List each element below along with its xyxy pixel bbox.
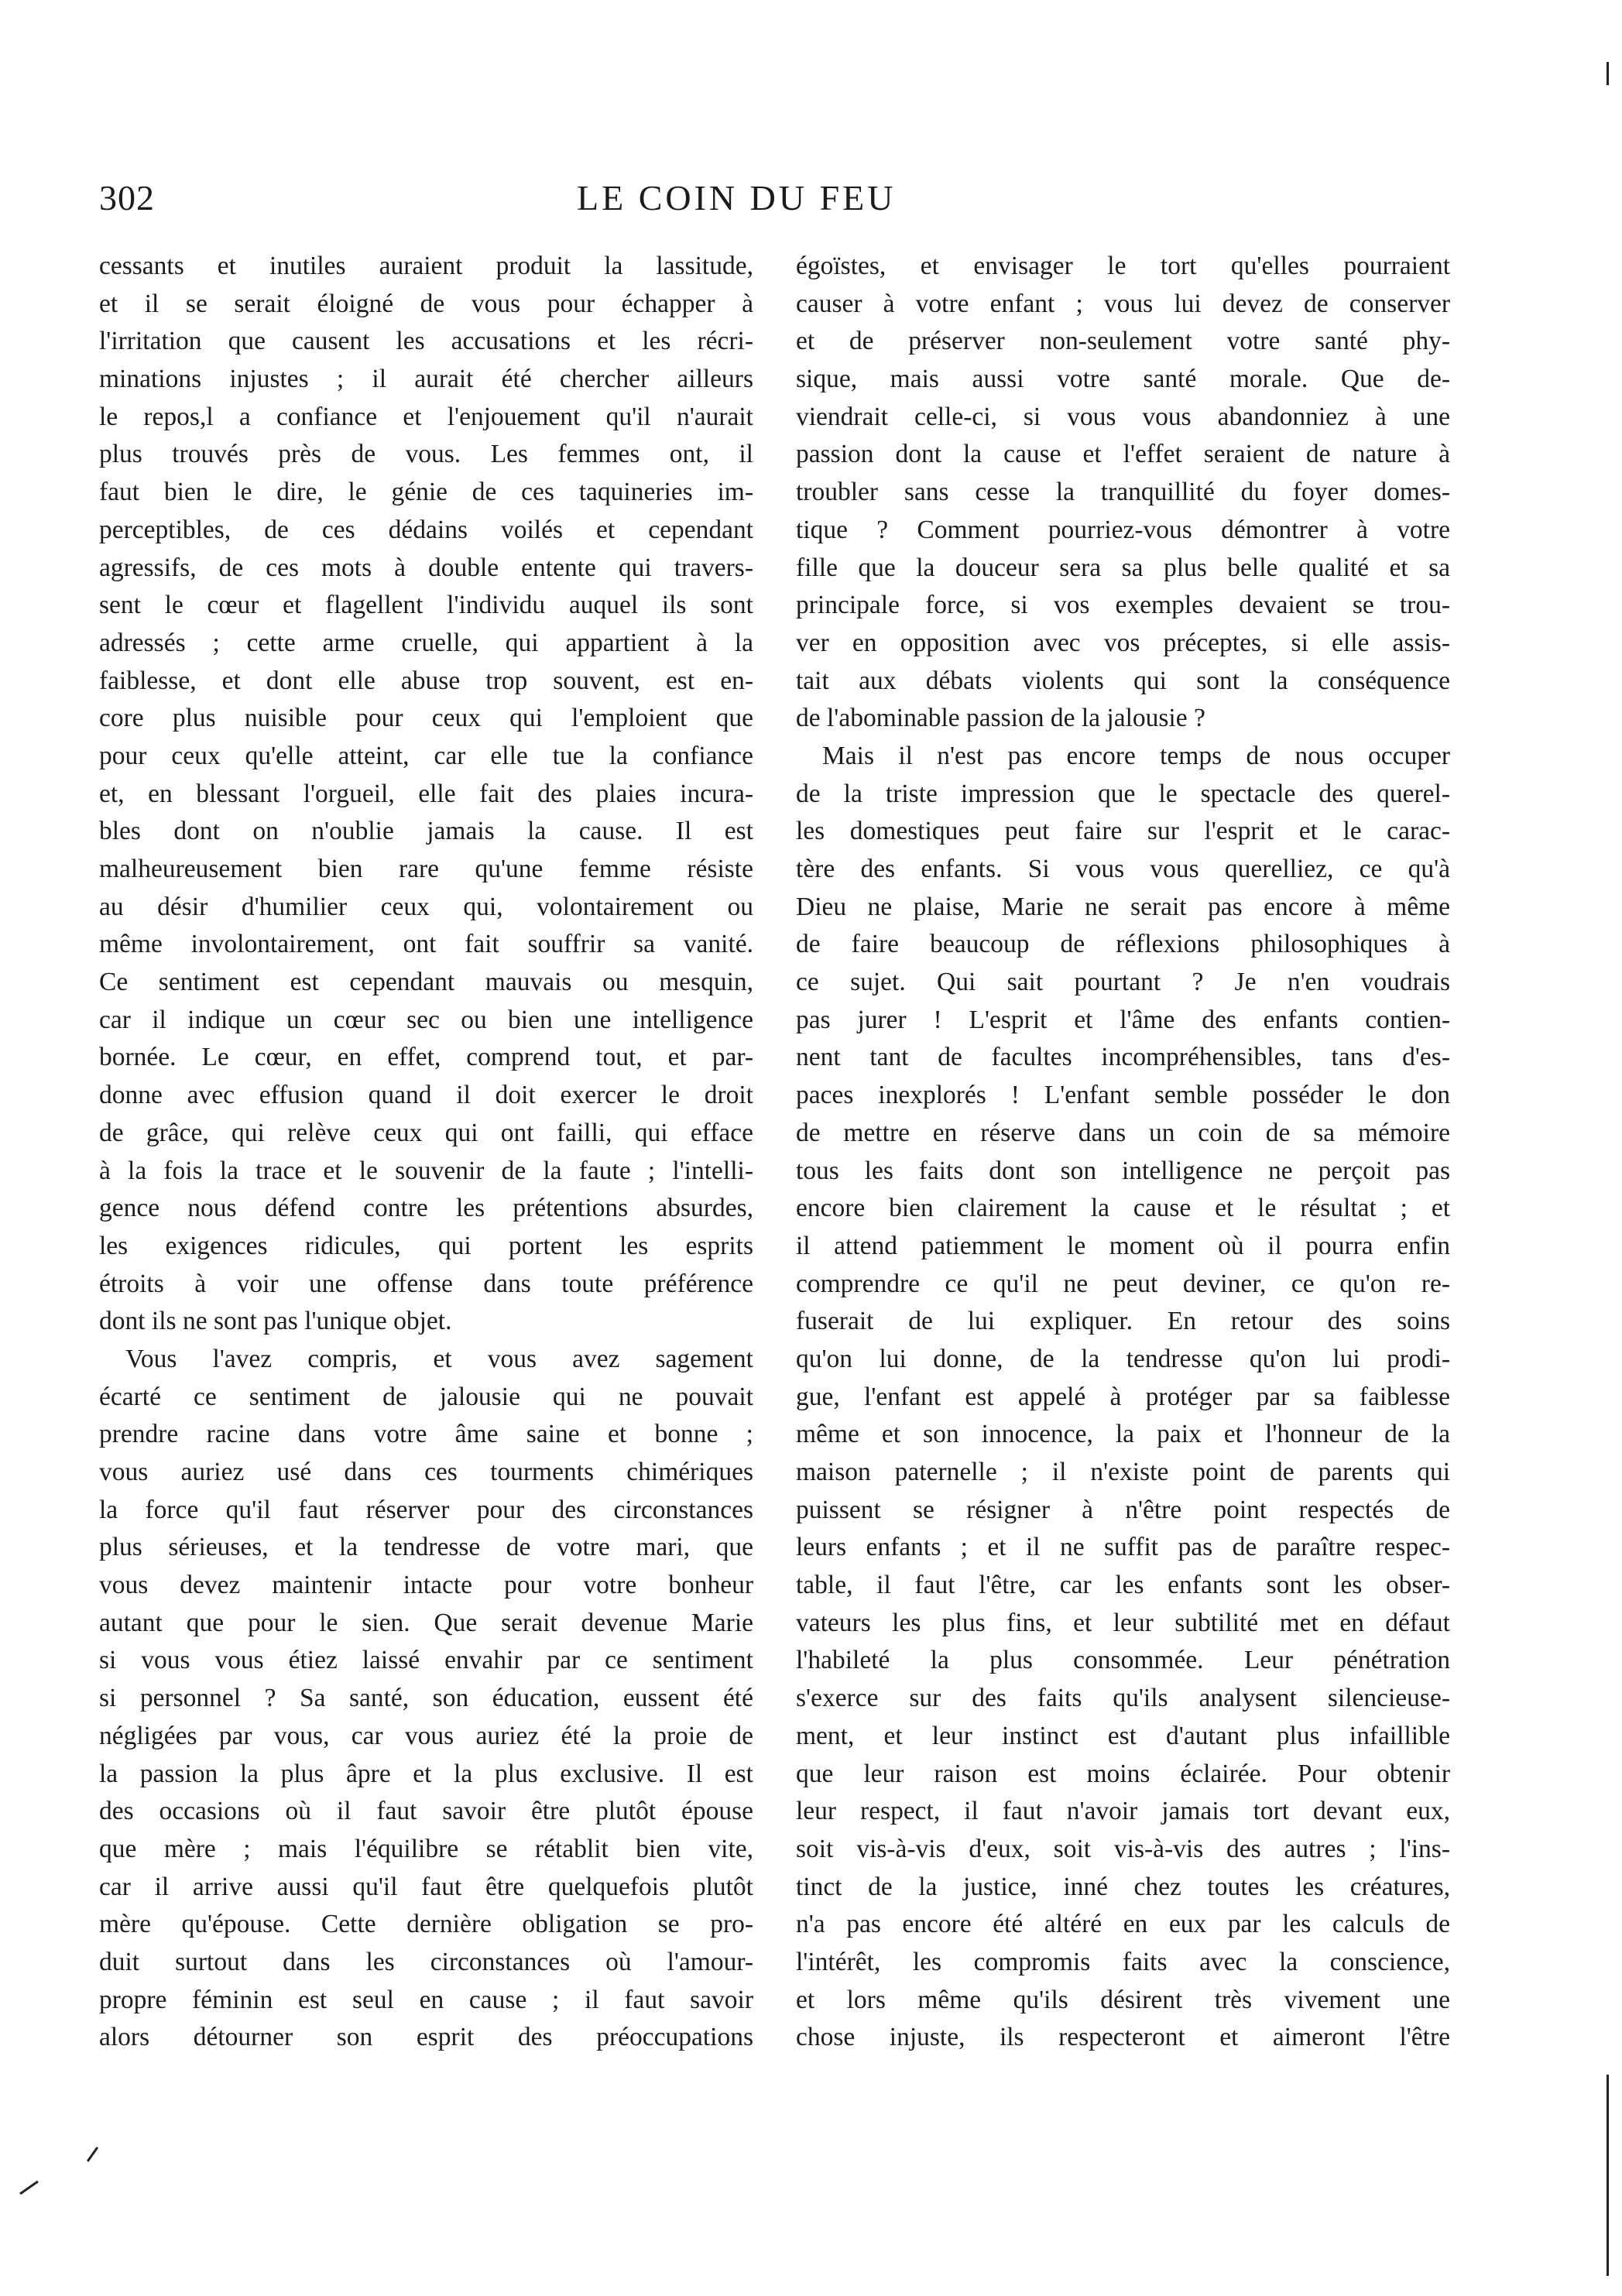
- text-line: tait aux débats violents qui sont la conséquence: [796, 666, 1450, 695]
- text-line: si vous vous étiez laissé envahir par ce sentiment: [99, 1646, 753, 1675]
- text-line: étroits à voir une offense dans toute préférence: [99, 1269, 753, 1298]
- text-line: pas jurer ! L'esprit et l'âme des enfants contien-: [796, 1005, 1450, 1034]
- text-line: adressés ; cette arme cruelle, qui appartient à la: [99, 628, 753, 657]
- text-line: la force qu'il faut réserver pour des circonstances: [99, 1495, 753, 1524]
- text-line: propre féminin est seul en cause ; il faut savoir: [99, 1985, 753, 2014]
- text-line: à la fois la trace et le souvenir de la faute ; l'intelli-: [99, 1156, 753, 1185]
- text-line: encore bien clairement la cause et le résultat ; et: [796, 1194, 1450, 1223]
- text-line: nent tant de facultes incompréhensibles, tans d'es-: [796, 1043, 1450, 1072]
- margin-speck: [87, 2147, 98, 2162]
- text-line: Vous l'avez compris, et vous avez sagement: [125, 1344, 753, 1373]
- text-column-left: [99, 248, 753, 2057]
- text-line: Mais il n'est pas encore temps de nous occuper: [822, 741, 1450, 770]
- text-line: alors détourner son esprit des préoccupations: [99, 2023, 753, 2052]
- text-line: vateurs les plus fins, et leur subtilité met en défaut: [796, 1608, 1450, 1637]
- text-line: les exigences ridicules, qui portent les esprits: [99, 1231, 753, 1260]
- text-line: qu'on lui donne, de la tendresse qu'on lui prodi-: [796, 1344, 1450, 1373]
- text-line: que leur raison est moins éclairée. Pour obtenir: [796, 1759, 1450, 1788]
- text-line: Dieu ne plaise, Marie ne serait pas encore à même: [796, 892, 1450, 921]
- text-line: fuserait de lui expliquer. En retour des soins: [796, 1307, 1450, 1336]
- text-line: pour ceux qu'elle atteint, car elle tue la confiance: [99, 741, 753, 770]
- text-line: de grâce, qui relève ceux qui ont failli, qui efface: [99, 1118, 753, 1147]
- text-line: duit surtout dans les circonstances où l'amour-: [99, 1947, 753, 1976]
- text-line: tinct de la justice, inné chez toutes les créatures,: [796, 1872, 1450, 1901]
- text-line: agressifs, de ces mots à double entente qui travers-: [99, 553, 753, 582]
- text-line: l'intérêt, les compromis faits avec la conscience,: [796, 1947, 1450, 1976]
- text-line: cessants et inutiles auraient produit la lassitude,: [99, 252, 753, 280]
- text-line: minations injustes ; il aurait été chercher ailleurs: [99, 365, 753, 394]
- text-line: donne avec effusion quand il doit exercer le droit: [99, 1081, 753, 1110]
- text-column-right: [796, 248, 1450, 2057]
- text-line: au désir d'humilier ceux qui, volontairement ou: [99, 892, 753, 921]
- text-line: vous devez maintenir intacte pour votre bonheur: [99, 1571, 753, 1600]
- text-line: car il indique un cœur sec ou bien une intelligence: [99, 1005, 753, 1034]
- text-line: bornée. Le cœur, en effet, comprend tout, et par-: [99, 1043, 753, 1072]
- text-line: plus trouvés près de vous. Les femmes ont, il: [99, 440, 753, 469]
- margin-speck: [19, 2181, 39, 2195]
- running-title: LE COIN DU FEU: [577, 178, 897, 218]
- text-line: négligées par vous, car vous auriez été la proie de: [99, 1721, 753, 1750]
- text-line: si personnel ? Sa santé, son éducation, eussent été: [99, 1684, 753, 1713]
- text-line: de faire beaucoup de réflexions philosophiques à: [796, 930, 1450, 959]
- text-line: faiblesse, et dont elle abuse trop souvent, est en-: [99, 666, 753, 695]
- text-line: plus sérieuses, et la tendresse de votre mari, que: [99, 1533, 753, 1562]
- text-line: perceptibles, de ces dédains voilés et cependant: [99, 515, 753, 544]
- text-line: écarté ce sentiment de jalousie qui ne pouvait: [99, 1382, 753, 1411]
- text-line: que mère ; mais l'équilibre se rétablit bien vite,: [99, 1834, 753, 1863]
- text-line: paces inexplorés ! L'enfant semble posséder le don: [796, 1081, 1450, 1110]
- text-line: chose injuste, ils respecteront et aimeront l'être: [796, 2023, 1450, 2052]
- text-line: tous les faits dont son intelligence ne perçoit pas: [796, 1156, 1450, 1185]
- text-line: l'irritation que causent les accusations et les récri-: [99, 327, 753, 356]
- text-line: causer à votre enfant ; vous lui devez de conserver: [796, 289, 1450, 318]
- text-line: comprendre ce qu'il ne peut deviner, ce qu'on re-: [796, 1269, 1450, 1298]
- text-line: principale force, si vos exemples devaient se trou-: [796, 591, 1450, 620]
- text-line: de la triste impression que le spectacle des querel-: [796, 779, 1450, 808]
- text-line: et, en blessant l'orgueil, elle fait des plaies incura-: [99, 779, 753, 808]
- text-line: prendre racine dans votre âme saine et bonne ;: [99, 1420, 753, 1449]
- text-line: autant que pour le sien. Que serait devenue Marie: [99, 1608, 753, 1637]
- text-line: leur respect, il faut n'avoir jamais tort devant eux,: [796, 1797, 1450, 1826]
- text-line: des occasions où il faut savoir être plutôt épouse: [99, 1797, 753, 1826]
- text-line: même involontairement, ont fait souffrir sa vanité.: [99, 930, 753, 959]
- text-line: de l'abominable passion de la jalousie ?: [796, 704, 1205, 733]
- text-line: puissent se résigner à n'être point respectés de: [796, 1495, 1450, 1524]
- text-line: passion dont la cause et l'effet seraient de nature à: [796, 440, 1450, 469]
- text-line: soit vis-à-vis d'eux, soit vis-à-vis des autres ; l'ins-: [796, 1834, 1450, 1863]
- text-line: de mettre en réserve dans un coin de sa mémoire: [796, 1118, 1450, 1147]
- text-line: sique, mais aussi votre santé morale. Que de-: [796, 365, 1450, 394]
- text-line: l'habileté la plus consommée. Leur pénétration: [796, 1646, 1450, 1675]
- text-line: fille que la douceur sera sa plus belle qualité et sa: [796, 553, 1450, 582]
- text-line: table, il faut l'être, car les enfants sont les obser-: [796, 1571, 1450, 1600]
- text-line: Ce sentiment est cependant mauvais ou mesquin,: [99, 968, 753, 997]
- text-line: dont ils ne sont pas l'unique objet.: [99, 1307, 452, 1336]
- text-line: gue, l'enfant est appelé à protéger par sa faiblesse: [796, 1382, 1450, 1411]
- text-line: sent le cœur et flagellent l'individu auquel ils sont: [99, 591, 753, 620]
- text-line: malheureusement bien rare qu'une femme résiste: [99, 855, 753, 883]
- text-line: vous auriez usé dans ces tourments chimériques: [99, 1458, 753, 1486]
- text-line: tique ? Comment pourriez-vous démontrer à votre: [796, 515, 1450, 544]
- page-edge-mark: [1607, 2075, 1609, 2276]
- text-line: tère des enfants. Si vous vous querelliez, ce qu'à: [796, 855, 1450, 883]
- text-line: mère qu'épouse. Cette dernière obligation se pro-: [99, 1910, 753, 1939]
- text-line: ment, et leur instinct est d'autant plus infaillible: [796, 1721, 1450, 1750]
- text-line: faut bien le dire, le génie de ces taquineries im-: [99, 478, 753, 507]
- text-line: s'exerce sur des faits qu'ils analysent silencieuse-: [796, 1684, 1450, 1713]
- text-line: viendrait celle-ci, si vous vous abandonniez à une: [796, 402, 1450, 431]
- text-line: il attend patiemment le moment où il pourra enfin: [796, 1231, 1450, 1260]
- text-line: les domestiques peut faire sur l'esprit et le carac-: [796, 817, 1450, 846]
- text-line: et il se serait éloigné de vous pour échapper à: [99, 289, 753, 318]
- text-line: car il arrive aussi qu'il faut être quelquefois plutôt: [99, 1872, 753, 1901]
- text-line: core plus nuisible pour ceux qui l'emploient que: [99, 704, 753, 733]
- text-line: leurs enfants ; et il ne suffit pas de paraître respec-: [796, 1533, 1450, 1562]
- text-line: bles dont on n'oublie jamais la cause. Il est: [99, 817, 753, 846]
- text-line: gence nous défend contre les prétentions absurdes,: [99, 1194, 753, 1223]
- text-line: ver en opposition avec vos préceptes, si elle assis-: [796, 628, 1450, 657]
- text-line: le repos,l a confiance et l'enjouement qu'il n'aurait: [99, 402, 753, 431]
- text-line: troubler sans cesse la tranquillité du foyer domes-: [796, 478, 1450, 507]
- text-line: même et son innocence, la paix et l'honneur de la: [796, 1420, 1450, 1449]
- text-line: et de préserver non-seulement votre santé phy-: [796, 327, 1450, 356]
- page-edge-mark: [1607, 62, 1609, 85]
- text-line: la passion la plus âpre et la plus exclusive. Il est: [99, 1759, 753, 1788]
- text-line: n'a pas encore été altéré en eux par les calculs de: [796, 1910, 1450, 1939]
- text-line: et lors même qu'ils désirent très vivement une: [796, 1985, 1450, 2014]
- page-number: 302: [99, 178, 155, 218]
- text-line: ce sujet. Qui sait pourtant ? Je n'en voudrais: [796, 968, 1450, 997]
- text-line: maison paternelle ; il n'existe point de parents qui: [796, 1458, 1450, 1486]
- text-line: égoïstes, et envisager le tort qu'elles pourraient: [796, 252, 1450, 280]
